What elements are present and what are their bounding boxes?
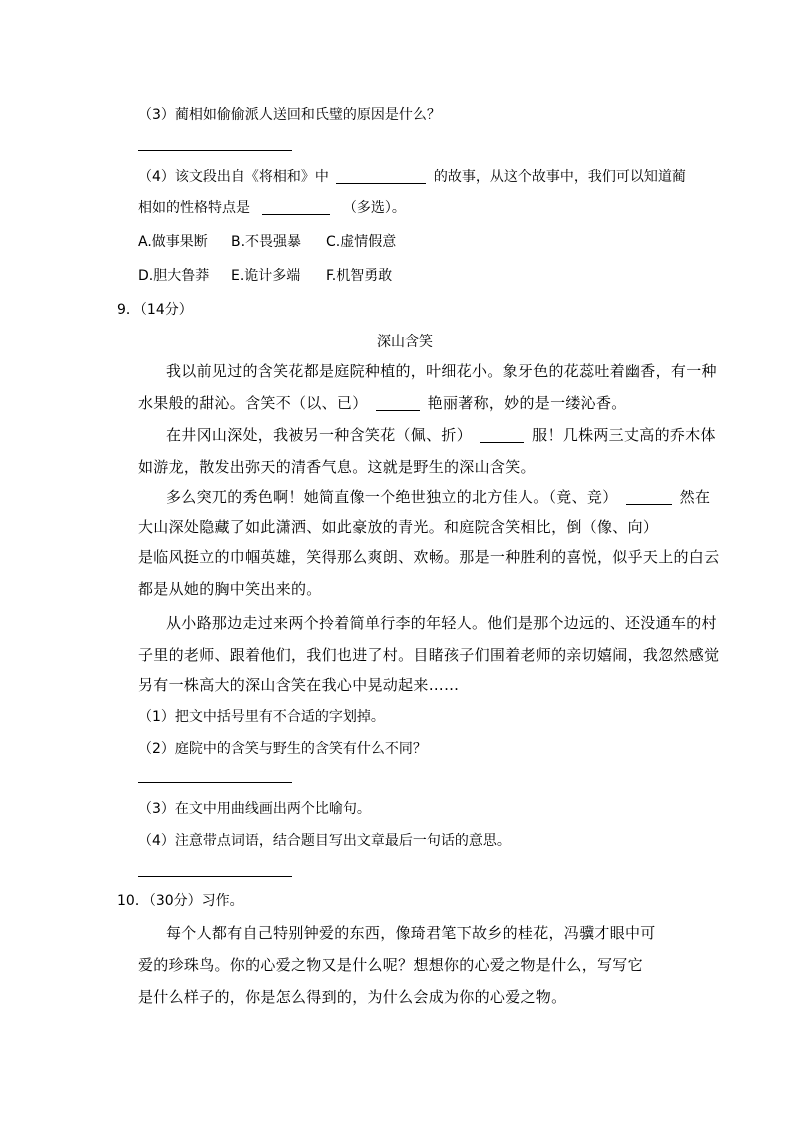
q9-p2-line2: 如游龙，散发出弥天的清香气息。这就是野生的深山含笑。 bbox=[138, 458, 536, 476]
q10-number: 10．（30分）习作。 bbox=[117, 893, 244, 909]
q8-sub4-text-b: 的故事，从这个故事中，我们可以知道蔺 bbox=[433, 169, 686, 185]
q9-p3-line4: 都是从她的胸中笑出来的。 bbox=[138, 580, 322, 598]
q9-sub2-answer-line[interactable] bbox=[138, 782, 292, 783]
q10-prompt-line3: 是什么样子的，你是怎么得到的，为什么会成为你的心爱之物。 bbox=[138, 988, 567, 1006]
q10-prompt-line2: 爱的珍珠鸟。你的心爱之物又是什么呢？想想你的心爱之物是什么，写写它 bbox=[138, 956, 643, 974]
q9-blank-2[interactable] bbox=[480, 428, 524, 443]
q9-p1-text-b: 艳丽著称，妙的是一缕沁香。 bbox=[427, 394, 627, 412]
q9-p2-text-a: 在井冈山深处，我被另一种含笑花（佩、折） bbox=[166, 426, 473, 444]
q9-p1-line2 bbox=[138, 392, 627, 413]
q9-number: 9．（14分） bbox=[117, 302, 193, 318]
q9-p4-line3: 另有一株高大的深山含笑在我心中晃动起来…… bbox=[138, 676, 460, 694]
q9-p4-line2: 子里的老师、跟着他们，我们也进了村。目睹孩子们围着老师的亲切嬉闹，我忽然感觉 bbox=[138, 646, 720, 664]
q8-sub4-line2 bbox=[138, 197, 406, 217]
q9-p3-text-a: 多么突兀的秀色啊！她简直像一个绝世独立的北方佳人。（竟、竞） bbox=[166, 488, 618, 506]
q9-blank-1[interactable] bbox=[376, 396, 420, 411]
q8-option-f: F.机智勇敢 bbox=[326, 268, 393, 284]
q9-passage-title: 深山含笑 bbox=[377, 334, 433, 350]
q9-p2-text-b: 服！几株两三丈高的乔木体 bbox=[532, 426, 716, 444]
q9-p3-line1 bbox=[166, 486, 710, 507]
q9-sub3: （3）在文中用曲线画出两个比喻句。 bbox=[138, 801, 371, 817]
q9-p2-line1 bbox=[166, 424, 716, 445]
q9-sub2: （2）庭院中的含笑与野生的含笑有什么不同？ bbox=[138, 741, 427, 757]
q8-option-e: E.诡计多端 bbox=[231, 268, 301, 284]
q8-sub4-text-a: （4）该文段出自《将相和》中 bbox=[138, 169, 329, 185]
q9-sub1: （1）把文中括号里有不合适的字划掉。 bbox=[138, 709, 385, 725]
q9-sub4: （4）注意带点词语，结合题目写出文章最后一句话的意思。 bbox=[138, 833, 511, 849]
q8-story-blank[interactable] bbox=[336, 169, 426, 184]
q8-option-c: C.虚情假意 bbox=[326, 234, 397, 250]
q9-p3-text-b: 然在 bbox=[679, 488, 711, 506]
q9-p1-text-a: 水果般的甜沁。含笑不（以、已） bbox=[138, 394, 368, 412]
q8-sub4-line1 bbox=[138, 166, 686, 186]
q10-prompt-line1: 每个人都有自己特别钟爱的东西，像琦君笔下故乡的桂花，冯骥才眼中可 bbox=[166, 924, 656, 942]
q9-p3-line3: 是临风挺立的巾帼英雄，笑得那么爽朗、欢畅。那是一种胜利的喜悦，似乎天上的白云 bbox=[138, 548, 720, 566]
q9-p3-line2: 大山深处隐藏了如此潇洒、如此豪放的青光。和庭院含笑相比，倒（像、向） bbox=[138, 518, 659, 536]
q8-sub4-text-d: （多选）。 bbox=[342, 200, 406, 216]
q8-option-d: D.胆大鲁莽 bbox=[138, 268, 210, 284]
q9-sub4-answer-line[interactable] bbox=[138, 876, 292, 877]
q8-sub3-text: （3）蔺相如偷偷派人送回和氏璧的原因是什么？ bbox=[138, 107, 441, 123]
q9-p4-line1: 从小路那边走过来两个拎着简单行李的年轻人。他们是那个边远的、还没通车的村 bbox=[166, 614, 717, 632]
q9-blank-3[interactable] bbox=[626, 490, 672, 505]
q8-sub3-answer-line[interactable] bbox=[138, 150, 292, 151]
q8-option-a: A.做事果断 bbox=[138, 234, 208, 250]
q8-traits-blank[interactable] bbox=[262, 200, 330, 215]
q9-p1-line1: 我以前见过的含笑花都是庭院种植的，叶细花小。象牙色的花蕊吐着幽香，有一种 bbox=[166, 362, 717, 380]
q8-option-b: B.不畏强暴 bbox=[231, 234, 302, 250]
q8-sub4-text-c: 相如的性格特点是 bbox=[138, 200, 250, 216]
